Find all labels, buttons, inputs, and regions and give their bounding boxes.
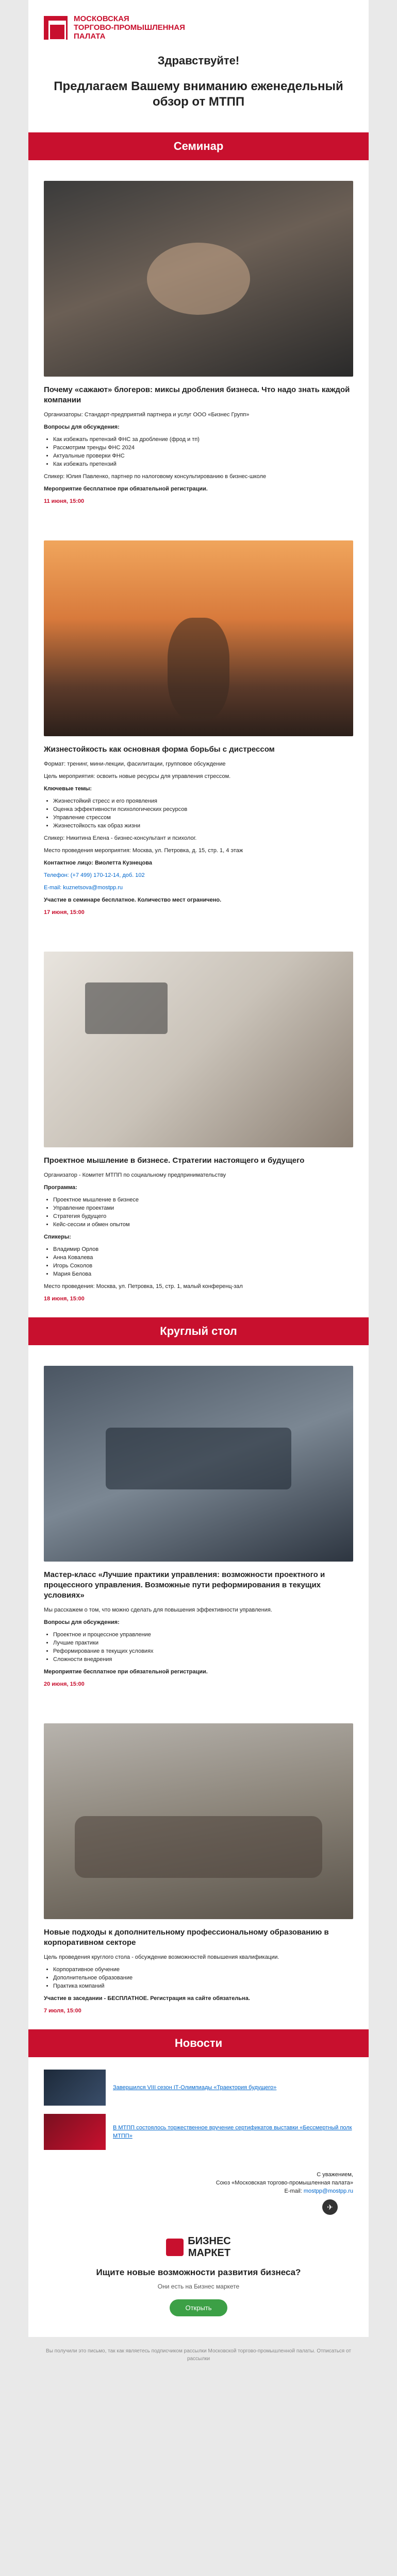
list-item: • Реформирование в текущих условиях — [53, 1647, 353, 1655]
event-5 — [28, 1703, 369, 2029]
event-2-phone[interactable]: Телефон: (+7 499) 170-12-14, доб. 102 — [44, 872, 145, 878]
list-item: • Практика компаний — [53, 1982, 353, 1990]
event-2-format: Формат: тренинг, мини-лекции, фасилитации, групповое обсуждение — [44, 761, 226, 767]
list-item: • Жизнестойкость как образ жизни — [53, 822, 353, 830]
event-3-date: 18 июня, 15:00 — [44, 1296, 85, 1302]
event-4-date: 20 июня, 15:00 — [44, 1681, 85, 1687]
intro-text: Предлагаем Вашему вниманию еженедельный обзор от МТПП — [54, 79, 343, 109]
event-5-goal: Цель проведения круглого стола - обсуждение возможностей повышения квалификации. — [44, 1954, 279, 1960]
bm-title: Ищите новые возможности развития бизнеса? — [96, 2267, 301, 2277]
event-3-title[interactable]: Проектное мышление в бизнесе. Стратегии настоящего и будущего — [44, 1156, 305, 1165]
event-5-date: 7 июля, 15:00 — [44, 2008, 81, 2014]
event-5-free: Участие в заседании - БЕСПЛАТНОЕ. Регистрация на сайте обязательна. — [44, 1995, 250, 2002]
logo-line3: ПАЛАТА — [74, 32, 106, 41]
event-3-speakers-title: Спикеры: — [44, 1234, 71, 1240]
event-4-free: Мероприятие бесплатное при обязательной регистрации. — [44, 1669, 208, 1675]
list-item: • Игорь Соколов — [53, 1262, 353, 1270]
event-5-photo — [44, 1723, 353, 1919]
news-item[interactable] — [44, 2114, 353, 2150]
event-1-free: Мероприятие бесплатное при обязательной регистрации. — [44, 486, 208, 492]
event-2 — [28, 520, 369, 931]
telegram-icon[interactable]: ✈ — [322, 2199, 338, 2215]
event-1-org: Организаторы: Стандарт-предприятий партнера и услуг ООО «Бизнес Групп» — [44, 412, 250, 418]
list-item: • Сложности внедрения — [53, 1655, 353, 1664]
list-item: • Стратегия будущего — [53, 1212, 353, 1221]
news-list — [28, 2057, 369, 2171]
signature-line1: С уважением, — [317, 2172, 353, 2178]
list-item: • Рассмотрим тренды ФНС 2024 — [53, 444, 353, 452]
event-3-photo — [44, 952, 353, 1147]
list-item: • Дополнительное образование — [53, 1974, 353, 1982]
news-thumb — [44, 2114, 106, 2150]
section-news: Новости — [28, 2029, 369, 2057]
logo-line1: МОСКОВСКАЯ — [74, 14, 129, 23]
list-item: • Анна Ковалева — [53, 1253, 353, 1262]
list-item: • Владимир Орлов — [53, 1245, 353, 1253]
email-body — [28, 0, 369, 2337]
event-5-title[interactable]: Новые подходы к дополнительному профессиональному образованию в корпоративном секторе — [44, 1928, 329, 1947]
event-4-title[interactable]: Мастер-класс «Лучшие практики управления: возможности проектного и процессного управления. Возможные пути реформирования в текущих условиях» — [44, 1570, 325, 1600]
event-2-speaker: Спикер: Никитина Елена - бизнес-консультант и психолог. — [44, 835, 197, 841]
laptop-shape — [85, 982, 168, 1034]
event-1 — [28, 160, 369, 520]
open-button[interactable]: Открыть — [170, 2299, 227, 2316]
signature-email[interactable]: mostpp@mostpp.ru — [303, 2188, 353, 2194]
logo-line2: ТОРГОВО-ПРОМЫШЛЕННАЯ — [74, 23, 185, 32]
mtpp-emblem-icon — [44, 16, 68, 40]
footer-text: Вы получили это письмо, так как являетесь подписчиком рассылки Московской торгово-промышленной палаты. Отписаться от рассылки — [46, 2348, 351, 2362]
event-5-list — [44, 1965, 353, 1990]
list-item: • Актуальные проверки ФНС — [53, 452, 353, 460]
news-link[interactable]: В МТПП состоялось торжественное вручение сертификатов выставки «Бессмертный полк МТПП» — [113, 2125, 352, 2139]
news-item[interactable] — [44, 2070, 353, 2106]
signature — [28, 2171, 369, 2225]
event-1-list — [44, 435, 353, 468]
event-1-questions-title: Вопросы для обсуждения: — [44, 424, 120, 430]
event-4 — [28, 1345, 369, 1703]
event-3-speakers — [44, 1245, 353, 1278]
event-3-list — [44, 1196, 353, 1229]
news-thumb — [44, 2070, 106, 2106]
mtpp-logo[interactable] — [44, 14, 353, 41]
event-4-intro: Мы расскажем о том, что можно сделать для повышения эффективности управления. — [44, 1607, 272, 1613]
news-link[interactable]: Завершился VIII сезон ІТ-Олимпиады «Траектория будущего» — [113, 2084, 277, 2091]
hands-shape — [147, 243, 250, 315]
event-4-photo — [44, 1366, 353, 1562]
list-item: • Как избежать претензий ФНС за дробление (фрод и тп) — [53, 435, 353, 444]
event-2-date: 17 июня, 15:00 — [44, 909, 85, 916]
event-2-photo — [44, 540, 353, 736]
bm-subtitle: Они есть на Бизнес маркете — [157, 2283, 240, 2290]
list-item: • Оценка эффективности психологических ресурсов — [53, 805, 353, 814]
event-2-contact: Контактное лицо: Виолетта Кузнецова — [44, 860, 153, 866]
event-4-list — [44, 1631, 353, 1664]
keyboard-shape — [106, 1428, 291, 1489]
list-item: • Лучшие практики — [53, 1639, 353, 1647]
event-2-place: Место проведения мероприятия: Москва, ул. Петровка, д. 15, стр. 1, 4 этаж — [44, 848, 243, 854]
event-3-program-title: Программа: — [44, 1184, 77, 1191]
header — [28, 0, 369, 132]
list-item: • Мария Белова — [53, 1270, 353, 1278]
event-1-date: 11 июня, 15:00 — [44, 498, 85, 504]
event-3-place: Место проведения: Москва, ул. Петровка, 15, стр. 1, малый конференц-зал — [44, 1283, 243, 1290]
event-2-email[interactable]: E-mail: kuznetsova@mostpp.ru — [44, 885, 123, 891]
business-market-logo[interactable] — [44, 2235, 353, 2259]
business-market-promo — [28, 2225, 369, 2337]
list-item: • Кейс-сессии и обмен опытом — [53, 1221, 353, 1229]
event-2-topics-title: Ключевые темы: — [44, 786, 92, 792]
list-item: • Жизнестойкий стресс и его проявления — [53, 797, 353, 805]
list-item: • Управление стрессом — [53, 814, 353, 822]
list-item: • Проектное мышление в бизнесе — [53, 1196, 353, 1204]
list-item: • Управление проектами — [53, 1204, 353, 1212]
event-1-photo — [44, 181, 353, 377]
event-2-title[interactable]: Жизнестойкость как основная форма борьбы с дистрессом — [44, 745, 275, 754]
event-3-org: Организатор - Комитет МТПП по социальному предпринимательству — [44, 1172, 226, 1178]
event-3 — [28, 931, 369, 1317]
event-4-questions-title: Вопросы для обсуждения: — [44, 1619, 120, 1625]
event-2-reg: Участие в семинаре бесплатное. Количество мест ограничено. — [44, 897, 222, 903]
bm-brand-2: МАРКЕТ — [188, 2247, 231, 2259]
section-seminar: Семинар — [28, 132, 369, 160]
event-1-title[interactable]: Почему «сажают» блогеров: миксы дробления бизнеса. Что надо знать каждой компании — [44, 385, 350, 404]
email-label: E-mail: — [284, 2188, 302, 2194]
signature-line2: Союз «Московская торгово-промышленная палата» — [216, 2180, 353, 2186]
section-round-table: Круглый стол — [28, 1317, 369, 1345]
classroom-shape — [75, 1816, 322, 1878]
list-item: • Как избежать претензий — [53, 460, 353, 468]
bm-brand-1: БИЗНЕС — [188, 2235, 231, 2247]
event-2-list — [44, 797, 353, 830]
bm-logo-icon — [166, 2239, 184, 2256]
list-item: • Проектное и процессное управление — [53, 1631, 353, 1639]
event-2-goal: Цель мероприятия: освоить новые ресурсы для управления стрессом. — [44, 773, 231, 779]
list-item: • Корпоративное обучение — [53, 1965, 353, 1974]
greeting: Здравствуйте! — [157, 54, 240, 67]
event-1-speaker: Спикер: Юлия Павленко, партнер по налоговому консультированию в бизнес-школе — [44, 473, 267, 480]
climber-shape — [168, 618, 229, 721]
